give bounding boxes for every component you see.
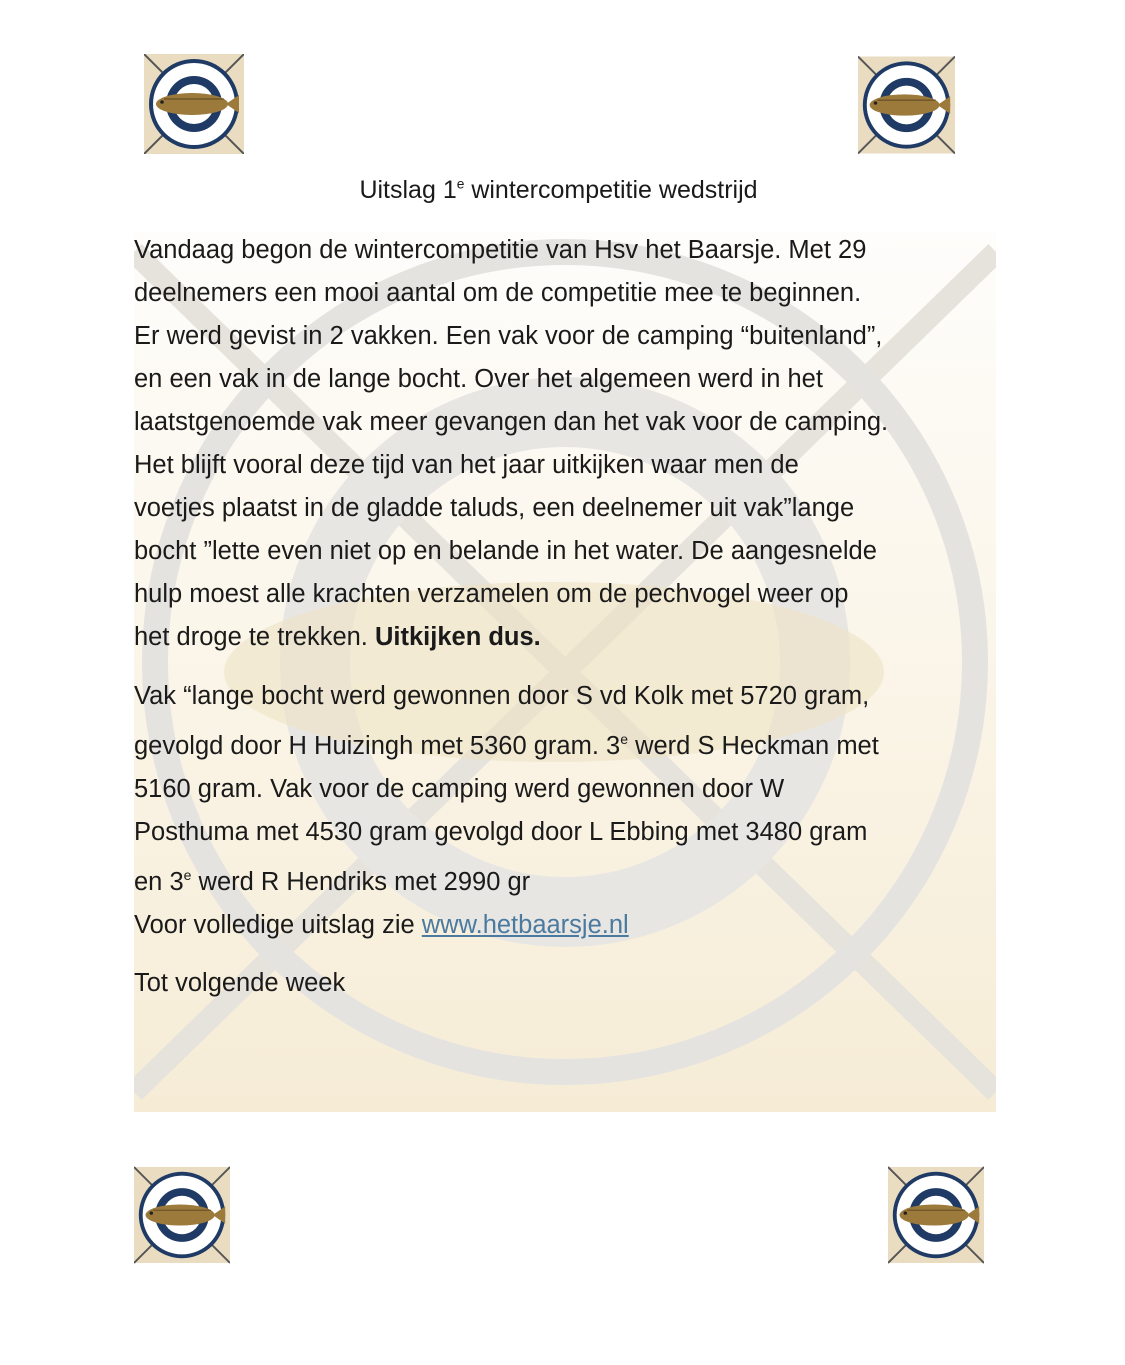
club-logo-top-left	[144, 54, 244, 154]
club-logo-bottom-right	[888, 1166, 984, 1264]
club-logo-bottom-left	[134, 1166, 230, 1264]
warning-text: Uitkijken dus.	[374, 623, 541, 651]
closing-text: Tot volgende week	[134, 969, 346, 997]
results-paragraph: Vak “lange bocht werd gewonnen door S vd Kolk met 5720 gram, gevolgd door H Huizingh met 5360 gram. 3e werd S Heckman met 5160 gram. Vak voor de camping werd gewonnen door W Posthuma met 4530 gram gevolgd door L Ebbing met 3480 gram en 3e werd R Hendriks met 2990 gr	[134, 682, 879, 896]
intro-paragraph: Vandaag begon de wintercompetitie van Hsv het Baarsje. Met 29 deelnemers een mooi aantal om de competitie mee te beginnen. Er werd gevist in 2 vakken. Een vak voor de camping “buitenland”, en een vak in de lange bocht. Over het algemeen werd in het laatstgenoemde vak meer gevangen dan het vak voor de camping. Het blijft vooral deze tijd van het jaar uitkijken waar men de voetjes plaatst in de gladde taluds, een deelnemer uit vak”lange bocht ”lette even niet op en belande in het water. De aangesnelde hulp moest alle krachten verzamelen om de pechvogel weer op het droge te trekken. Uitkijken dus.	[134, 236, 889, 651]
club-logo-top-right	[858, 56, 955, 154]
page-title: Uitslag 1e wintercompetitie wedstrijd	[359, 176, 758, 204]
website-link[interactable]: www.hetbaarsje.nl	[421, 911, 629, 939]
full-results-line: Voor volledige uitslag zie www.hetbaarsje.nl	[134, 911, 629, 939]
